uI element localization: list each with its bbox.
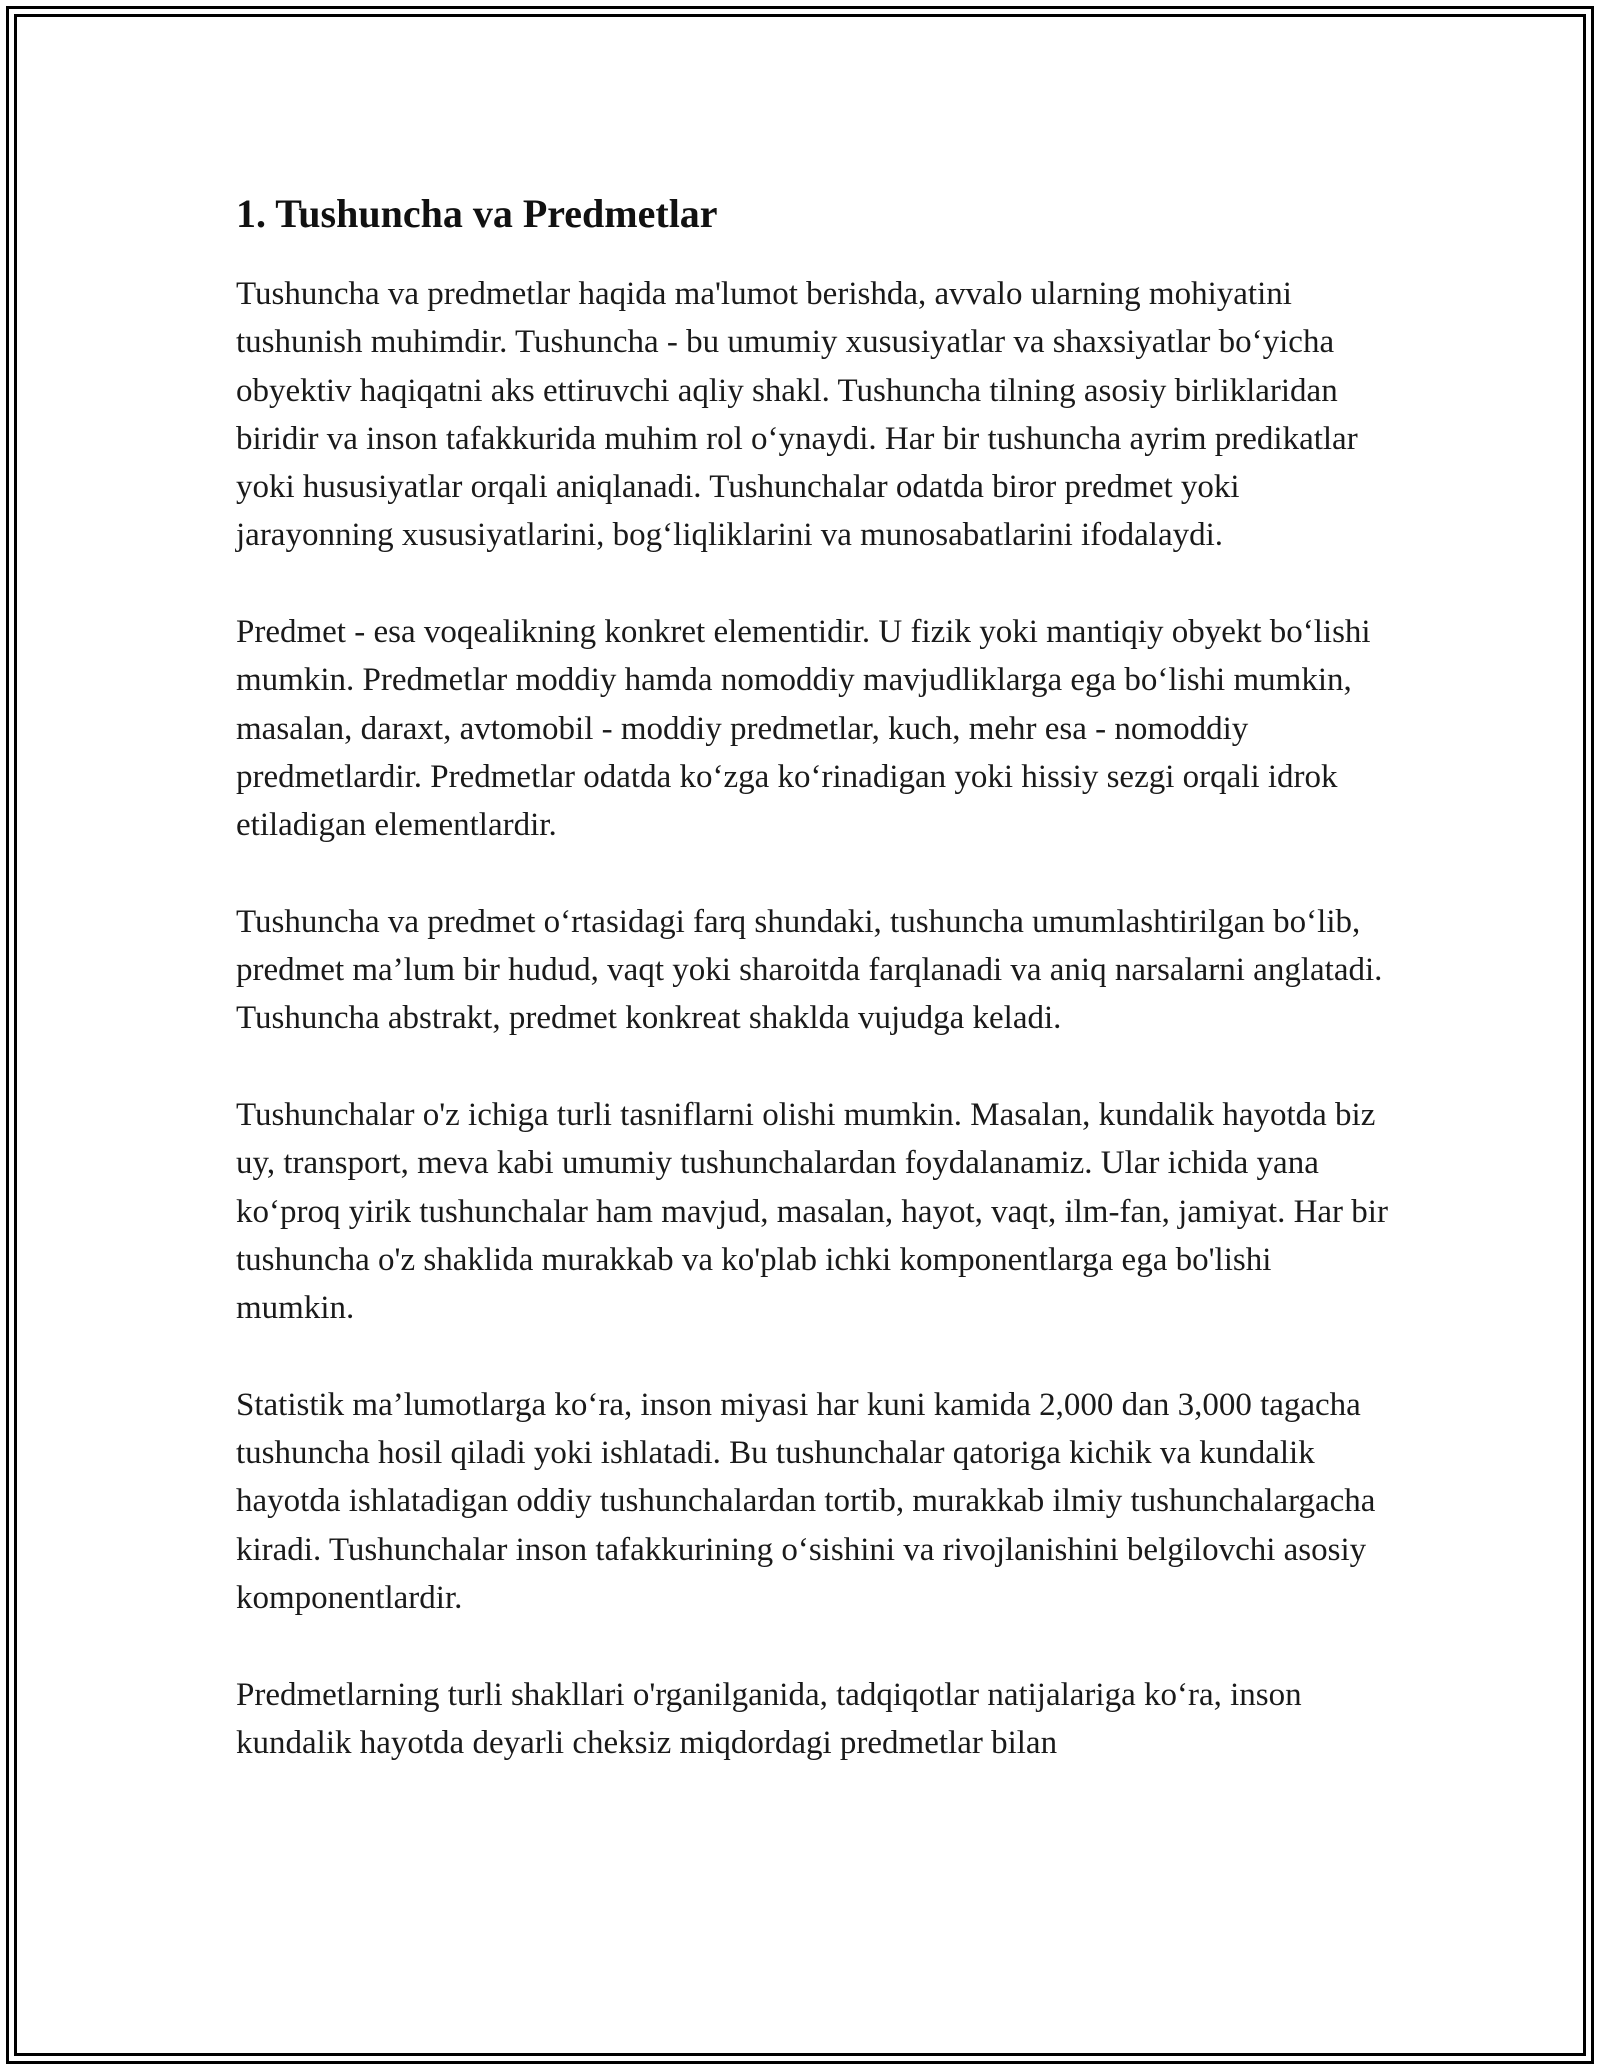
document-body xyxy=(236,186,1396,1816)
section-heading: 1. Tushuncha va Predmetlar xyxy=(236,191,718,236)
paragraph-5: Statistik ma’lumotlarga ko‘ra, inson miyasi har kuni kamida 2,000 dan 3,000 tagacha tushuncha hosil qiladi yoki ishlatadi. Bu tushunchalar qatoriga kichik va kundalik hayotda ishlatadigan oddiy tushunchalardan tortib, murakkab ilmiy tushunchalargacha kiradi. Tushunchalar inson tafakkurining o‘sishini va rivojlanishini belgilovchi asosiy komponentlardir. xyxy=(236,1386,1376,1617)
paragraph-3: Tushuncha va predmet o‘rtasidagi farq shundaki, tushuncha umumlashtirilgan bo‘lib, predmet ma’lum bir hudud, vaqt yoki sharoitda farqlanadi va aniq narsalarni anglatadi. Tushuncha abstrakt, predmet konkreat shaklda vujudga keladi. xyxy=(236,903,1383,1037)
paragraph-2: Predmet - esa voqealikning konkret elementidir. U fizik yoki mantiqiy obyekt bo‘lishi mumkin. Predmetlar moddiy hamda nomoddiy mavjudliklarga ega bo‘lishi mumkin, masalan, daraxt, avtomobil - moddiy predmetlar, kuch, mehr esa - nomoddiy predmetlardir. Predmetlar odatda ko‘zga ko‘rinadigan yoki hissiy sezgi orqali idrok etiladigan elementlardir. xyxy=(236,614,1371,844)
paragraph-6: Predmetlarning turli shakllari o'rganilganida, tadqiqotlar natijalariga ko‘ra, inson kundalik hayotda deyarli cheksiz miqdordagi predmetlar bilan xyxy=(236,1676,1302,1761)
paragraph-1: Tushuncha va predmetlar haqida ma'lumot berishda, avvalo ularning mohiyatini tushunish muhimdir. Tushuncha - bu umumiy xususiyatlar va shaxsiyatlar bo‘yicha obyektiv haqiqatni aks ettiruvchi aqliy shakl. Tushuncha tilning asosiy birliklaridan biridir va inson tafakkurida muhim rol o‘ynaydi. Har bir tushuncha ayrim predikatlar yoki hususiyatlar orqali aniqlanadi. Tushunchalar odatda biror predmet yoki jarayonning xususiyatlarini, bog‘liqliklarini va munosabatlarini ifodalaydi. xyxy=(236,276,1358,554)
paragraph-4: Tushunchalar o'z ichiga turli tasniflarni olishi mumkin. Masalan, kundalik hayotda biz uy, transport, meva kabi umumiy tushunchalardan foydalanamiz. Ular ichida yana ko‘proq yirik tushunchalar ham mavjud, masalan, hayot, vaqt, ilm-fan, jamiyat. Har bir tushuncha o'z shaklida murakkab va ko'plab ichki komponentlarga ega bo'lishi mumkin. xyxy=(236,1097,1388,1327)
